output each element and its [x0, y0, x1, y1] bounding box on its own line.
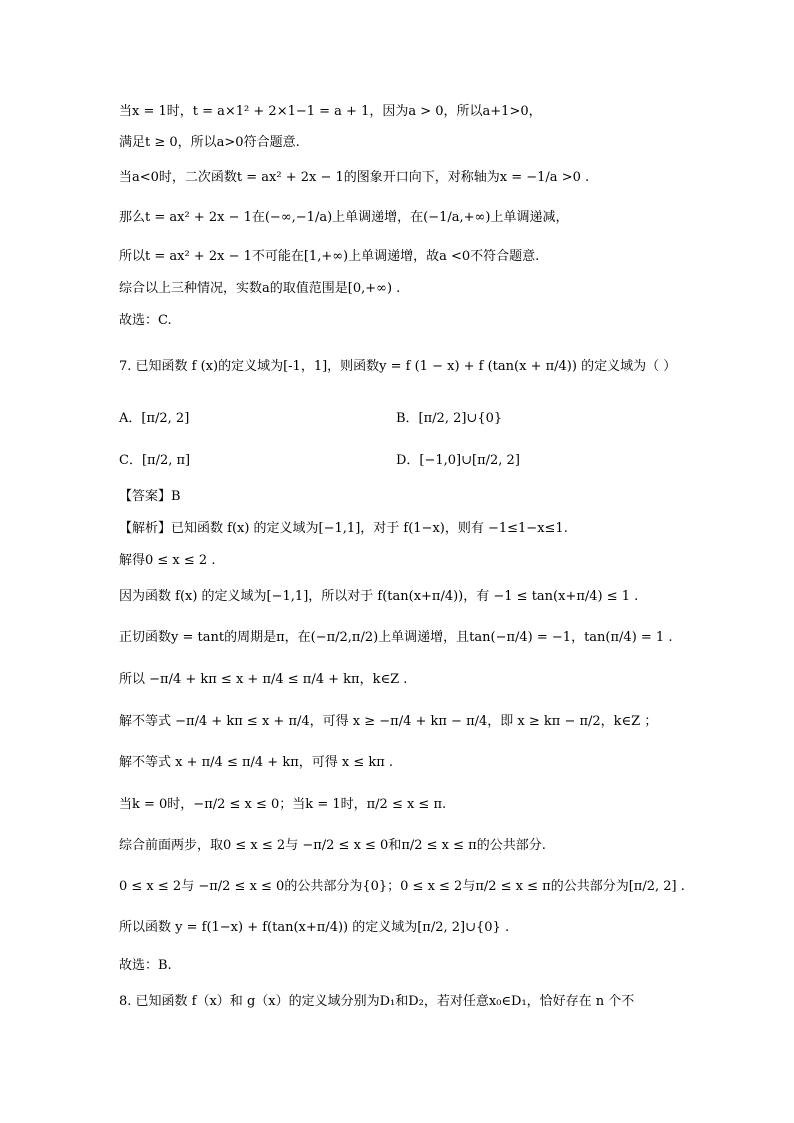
analysis-line-3: 因为函数 f(x) 的定义域为[−1,1]，所以对于 f(tan(x+π/4))，有 −1 ≤ tan(x+π/4) ≤ 1 . — [119, 589, 639, 604]
option-b: B．[π/2, 2]∪{0} — [396, 411, 503, 426]
text-line-7: 故选：C. — [119, 313, 172, 328]
analysis-line-12: 故选：B. — [119, 958, 172, 973]
text-line-6: 综合以上三种情况，实数a的取值范围是[0,+∞) . — [119, 281, 401, 296]
analysis-line-9: 综合前面两步，取0 ≤ x ≤ 2与 −π/2 ≤ x ≤ 0和π/2 ≤ x ≤ π的公共部分. — [119, 838, 546, 853]
analysis-line-10: 0 ≤ x ≤ 2与 −π/2 ≤ x ≤ 0的公共部分为{0}；0 ≤ x ≤ 2与π/2 ≤ x ≤ π的公共部分为[π/2, 2] . — [119, 879, 685, 894]
text-line-2: 满足t ≥ 0，所以a>0符合题意. — [119, 135, 300, 150]
text-line-5: 所以t = ax² + 2x − 1不可能在[1,+∞)上单调递增，故a <0不符合题意. — [119, 249, 540, 264]
analysis-line-2: 解得0 ≤ x ≤ 2 . — [119, 553, 216, 568]
question-8-stem: 8. 已知函数 f（x）和 g（x）的定义域分别为D₁和D₂，若对任意x₀∈D₁，恰好存在 n 个不 — [119, 994, 635, 1009]
analysis-line-6: 解不等式 −π/4 + kπ ≤ x + π/4，可得 x ≥ −π/4 + kπ − π/4，即 x ≥ kπ − π/2，k∈Z ； — [119, 714, 658, 729]
text-line-3: 当a<0时，二次函数t = ax² + 2x − 1的图象开口向下，对称轴为x = −1/a >0 . — [119, 170, 590, 185]
answer-line: 【答案】B — [119, 489, 181, 504]
option-d: D．[−1,0]∪[π/2, 2] — [396, 453, 520, 468]
text-line-1: 当x = 1时，t = a×1² + 2×1−1 = a + 1，因为a > 0，所以a+1>0， — [119, 104, 542, 119]
option-c: C．[π/2, π] — [119, 453, 191, 468]
question-7-stem: 7. 已知函数 f (x)的定义域为[-1，1]，则函数y = f (1 − x) + f (tan(x + π/4)) 的定义域为（ ） — [119, 359, 677, 374]
analysis-line-8: 当k = 0时，−π/2 ≤ x ≤ 0；当k = 1时，π/2 ≤ x ≤ π. — [119, 797, 447, 812]
analysis-line-5: 所以 −π/4 + kπ ≤ x + π/4 ≤ π/4 + kπ，k∈Z . — [119, 672, 408, 687]
option-a: A．[π/2, 2] — [119, 411, 190, 426]
analysis-line-1: 【解析】已知函数 f(x) 的定义域为[−1,1]，对于 f(1−x)，则有 −1≤1−x≤1. — [119, 521, 568, 536]
analysis-line-11: 所以函数 y = f(1−x) + f(tan(x+π/4)) 的定义域为[π/2, 2]∪{0} . — [119, 920, 510, 935]
analysis-line-7: 解不等式 x + π/4 ≤ π/4 + kπ，可得 x ≤ kπ . — [119, 755, 394, 770]
text-line-4: 那么t = ax² + 2x − 1在(−∞,−1/a)上单调递增，在(−1/a,+∞)上单调递减， — [119, 210, 569, 225]
analysis-line-4: 正切函数y = tant的周期是π，在(−π/2,π/2)上单调递增，且tan(−π/4) = −1，tan(π/4) = 1 . — [119, 630, 673, 645]
